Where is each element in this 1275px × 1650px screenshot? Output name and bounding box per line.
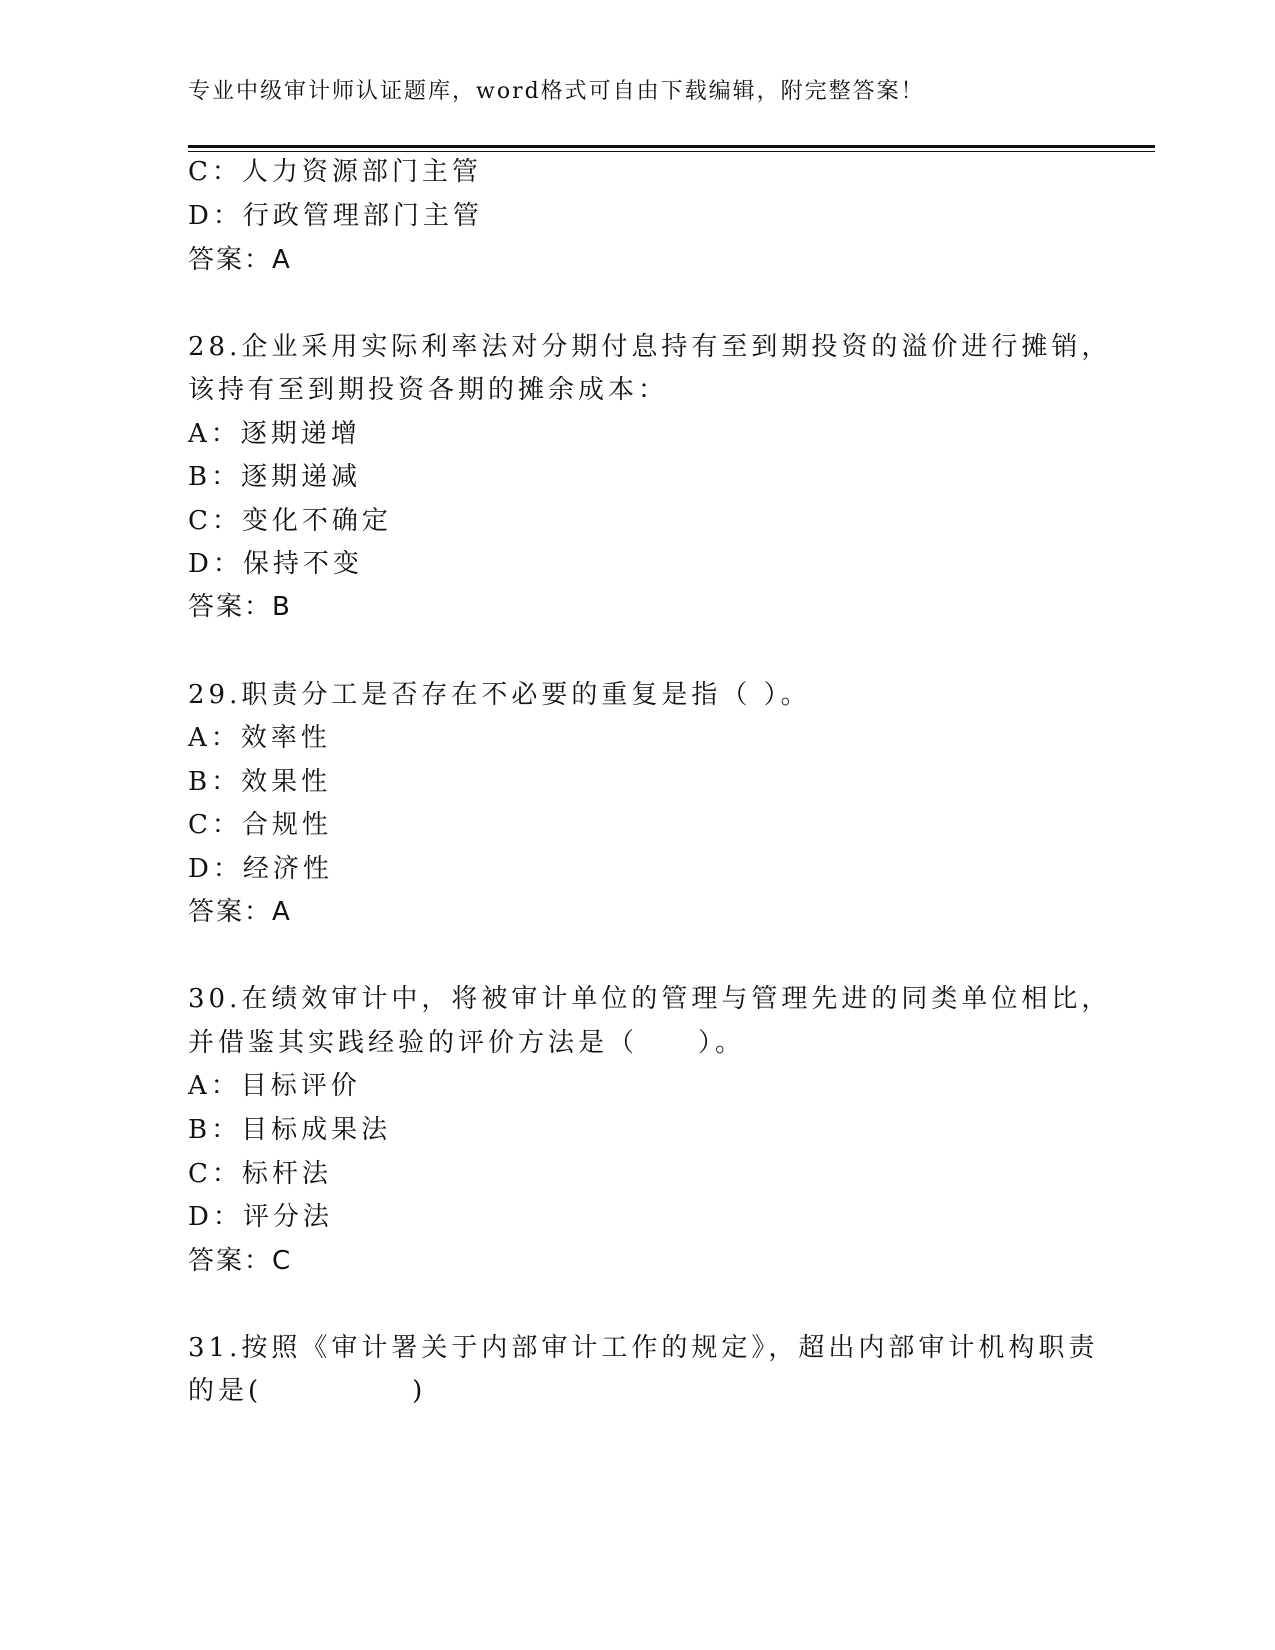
question-30-line-1: 30.在绩效审计中，将被审计单位的管理与管理先进的同类单位相比， bbox=[188, 984, 1112, 1014]
answer-29: 答案：A bbox=[188, 897, 292, 927]
option-b: B：效果性 bbox=[188, 767, 332, 797]
option-d: D：评分法 bbox=[188, 1202, 333, 1232]
option-c: C：合规性 bbox=[188, 810, 332, 840]
question-29: 29.职责分工是否存在不必要的重复是指（ ）。 bbox=[188, 680, 811, 710]
answer-27: 答案：A bbox=[188, 245, 292, 275]
option-d: D：保持不变 bbox=[188, 549, 363, 579]
page-header: 专业中级审计师认证题库，word格式可自由下载编辑，附完整答案！ bbox=[188, 79, 925, 104]
option-a: A：效率性 bbox=[188, 723, 331, 753]
question-28-line-1: 28.企业采用实际利率法对分期付息持有至到期投资的溢价进行摊销， bbox=[188, 332, 1112, 362]
option-a: A：逐期递增 bbox=[188, 419, 361, 449]
question-31-line-1: 31.按照《审计署关于内部审计工作的规定》，超出内部审计机构职责 bbox=[188, 1333, 1099, 1363]
option-d: D：经济性 bbox=[188, 854, 333, 884]
header-rule-thick bbox=[188, 145, 1155, 148]
option-b: B：逐期递减 bbox=[188, 462, 362, 492]
answer-28: 答案：B bbox=[188, 592, 292, 622]
option-b: B：目标成果法 bbox=[188, 1115, 392, 1145]
option-d: D：行政管理部门主管 bbox=[188, 201, 483, 231]
question-30-line-2: 并借鉴其实践经验的评价方法是（ ）。 bbox=[188, 1028, 746, 1058]
option-a: A：目标评价 bbox=[188, 1071, 361, 1101]
question-28-line-2: 该持有至到期投资各期的摊余成本： bbox=[188, 375, 669, 405]
option-c: C：变化不确定 bbox=[188, 506, 392, 536]
option-c: C：人力资源部门主管 bbox=[188, 157, 482, 187]
question-31-line-2: 的是( ) bbox=[188, 1376, 427, 1406]
option-c: C：标杆法 bbox=[188, 1159, 332, 1189]
header-rule-thin bbox=[188, 151, 1155, 152]
answer-30: 答案：C bbox=[188, 1246, 293, 1276]
